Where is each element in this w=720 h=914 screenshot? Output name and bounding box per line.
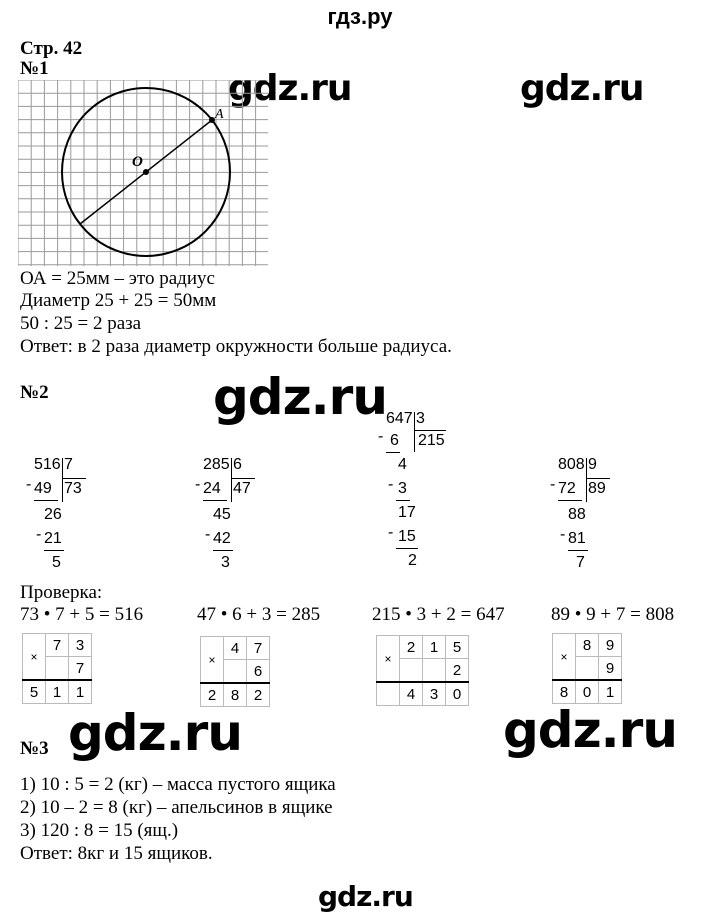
column-multiplication: × 4 7 6 2 8 2: [200, 636, 270, 707]
long-division: 285 6 47 - 24 45 - 42 3: [199, 456, 279, 571]
check-equation: 73 • 7 + 5 = 516: [20, 604, 144, 625]
task3-title: №3: [20, 738, 49, 759]
site-header: гдз.ру: [327, 4, 393, 29]
step: 49: [34, 480, 52, 497]
task3-answer: Ответ: 8кг и 15 ящиков.: [20, 843, 213, 864]
watermark: gdz.ru: [68, 704, 242, 762]
check-equation: 89 • 9 + 7 = 808: [551, 604, 675, 625]
step: 21: [44, 530, 62, 547]
check-label: Проверка:: [20, 582, 103, 603]
watermark: gdz.ru: [228, 68, 352, 109]
task1-line: Диаметр 25 + 25 = 50мм: [20, 290, 217, 311]
task3-line: 2) 10 – 2 = 8 (кг) – апельсинов в ящике: [20, 797, 333, 818]
long-division: 808 9 89 - 72 88 - 81 7: [554, 456, 634, 571]
remainder: 5: [52, 554, 61, 571]
task1-title: №1: [20, 58, 49, 79]
center-point: [143, 169, 149, 175]
quotient: 73: [64, 480, 82, 497]
circle-figure: [18, 80, 268, 266]
check-equation: 47 • 6 + 3 = 285: [197, 604, 321, 625]
watermark: gdz.ru: [213, 368, 387, 426]
divisor: 7: [64, 456, 73, 473]
step: 26: [44, 506, 62, 523]
task2-title: №2: [20, 382, 49, 403]
task3-line: 1) 10 : 5 = 2 (кг) – масса пустого ящика: [20, 774, 336, 795]
label-o: O: [132, 154, 143, 170]
task1-answer: Ответ: в 2 раза диаметр окружности больше радиуса.: [20, 336, 452, 357]
column-multiplication: × 7 3 7 5 1 1: [22, 633, 92, 704]
page-label: Стр. 42: [20, 38, 83, 59]
task3-line: 3) 120 : 8 = 15 (ящ.): [20, 820, 179, 841]
long-division: 516 7 73 - 49 26 - 21 5: [30, 456, 110, 571]
label-a: A: [215, 107, 224, 122]
watermark: gdz.ru: [318, 880, 413, 913]
check-equation: 215 • 3 + 2 = 647: [372, 604, 505, 625]
long-division: 647 3 215 - 6 4 - 3 17 - 15 2: [378, 410, 445, 569]
task1-line: 50 : 25 = 2 раза: [20, 313, 142, 334]
column-multiplication: × 8 9 9 8 0 1: [552, 633, 622, 704]
task1-line: ОА = 25мм – это радиус: [20, 268, 215, 289]
column-multiplication: × 2 1 5 2 4 3 0: [376, 635, 469, 706]
watermark: gdz.ru: [520, 68, 644, 109]
watermark: gdz.ru: [503, 701, 677, 759]
dividend: 516: [34, 456, 61, 473]
